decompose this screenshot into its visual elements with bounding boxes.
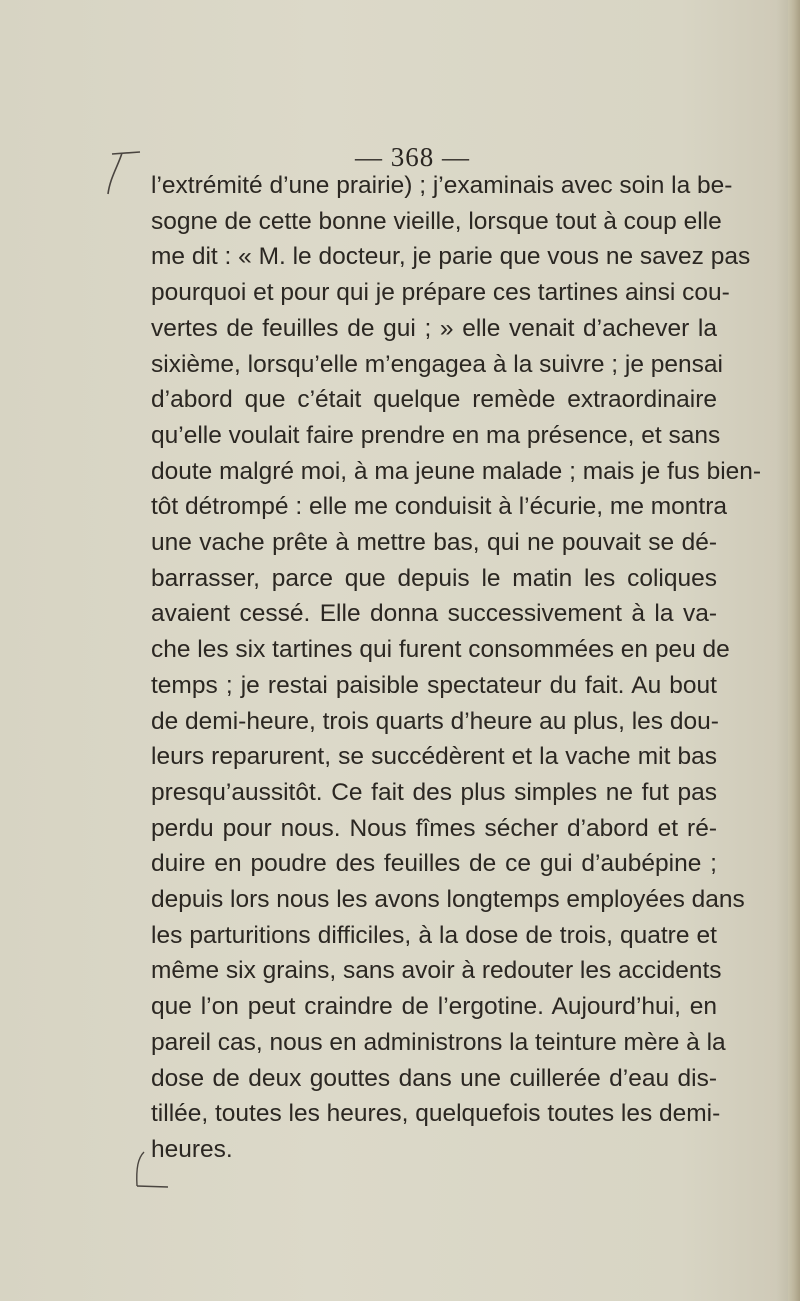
text-line: de demi-heure, trois quarts d’heure au plus, les dou- xyxy=(151,707,719,735)
text-line: qu’elle voulait faire prendre en ma présence, et sans xyxy=(151,421,721,449)
page-edge xyxy=(788,0,800,1301)
text-line: temps ; je restai paisible spectateur du fait. Au bout xyxy=(151,671,717,699)
text-line: les parturitions difficiles, à la dose de trois, quatre et xyxy=(151,921,717,949)
text-line: presqu’aussitôt. Ce fait des plus simples ne fut pas xyxy=(151,778,717,806)
text-line: tillée, toutes les heures, quelquefois toutes les demi- xyxy=(151,1100,721,1128)
text-line: leurs reparurent, se succédèrent et la vache mit bas xyxy=(151,743,717,771)
text-line: même six grains, sans avoir à redouter les accidents xyxy=(151,957,722,985)
text-line: dose de deux gouttes dans une cuillerée d’eau dis- xyxy=(151,1064,717,1092)
text-line: heures. xyxy=(151,1135,233,1163)
pencil-bracket-bottom-mark xyxy=(128,1148,178,1193)
text-line: que l’on peut craindre de l’ergotine. Aujourd’hui, en xyxy=(151,993,717,1021)
text-line: vertes de feuilles de gui ; » elle venait d’achever la xyxy=(151,314,717,342)
text-line: depuis lors nous les avons longtemps employées dans xyxy=(151,886,745,914)
text-line: perdu pour nous. Nous fîmes sécher d’abord et ré- xyxy=(151,814,717,842)
text-line: che les six tartines qui furent consommées en peu de xyxy=(151,636,730,664)
text-line: doute malgré moi, à ma jeune malade ; mais je fus bien- xyxy=(151,457,762,485)
page-number: — 368 — xyxy=(355,142,470,172)
text-line: une vache prête à mettre bas, qui ne pouvait se dé- xyxy=(151,529,717,557)
text-line: sixième, lorsqu’elle m’engagea à la suivre ; je pensai xyxy=(151,350,723,378)
text-line: pourquoi et pour qui je prépare ces tartines ainsi cou- xyxy=(151,279,730,307)
text-line: avaient cessé. Elle donna successivement à la va- xyxy=(151,600,717,628)
text-line: me dit : « M. le docteur, je parie que vous ne savez pas xyxy=(151,243,751,271)
text-line: l’extrémité d’une prairie) ; j’examinais avec soin la be- xyxy=(151,172,733,199)
text-line: d’abord que c’était quelque remède extraordinaire xyxy=(151,386,717,414)
text-line: tôt détrompé : elle me conduisit à l’écurie, me montra xyxy=(151,493,728,521)
body-text xyxy=(151,168,762,1168)
text-line: barrasser, parce que depuis le matin les coliques xyxy=(151,564,717,592)
pencil-bracket-top-mark xyxy=(98,148,148,198)
text-line: sogne de cette bonne vieille, lorsque tout à coup elle xyxy=(151,207,722,235)
text-line: duire en poudre des feuilles de ce gui d’aubépine ; xyxy=(151,850,717,878)
text-line: pareil cas, nous en administrons la teinture mère à la xyxy=(151,1028,726,1056)
